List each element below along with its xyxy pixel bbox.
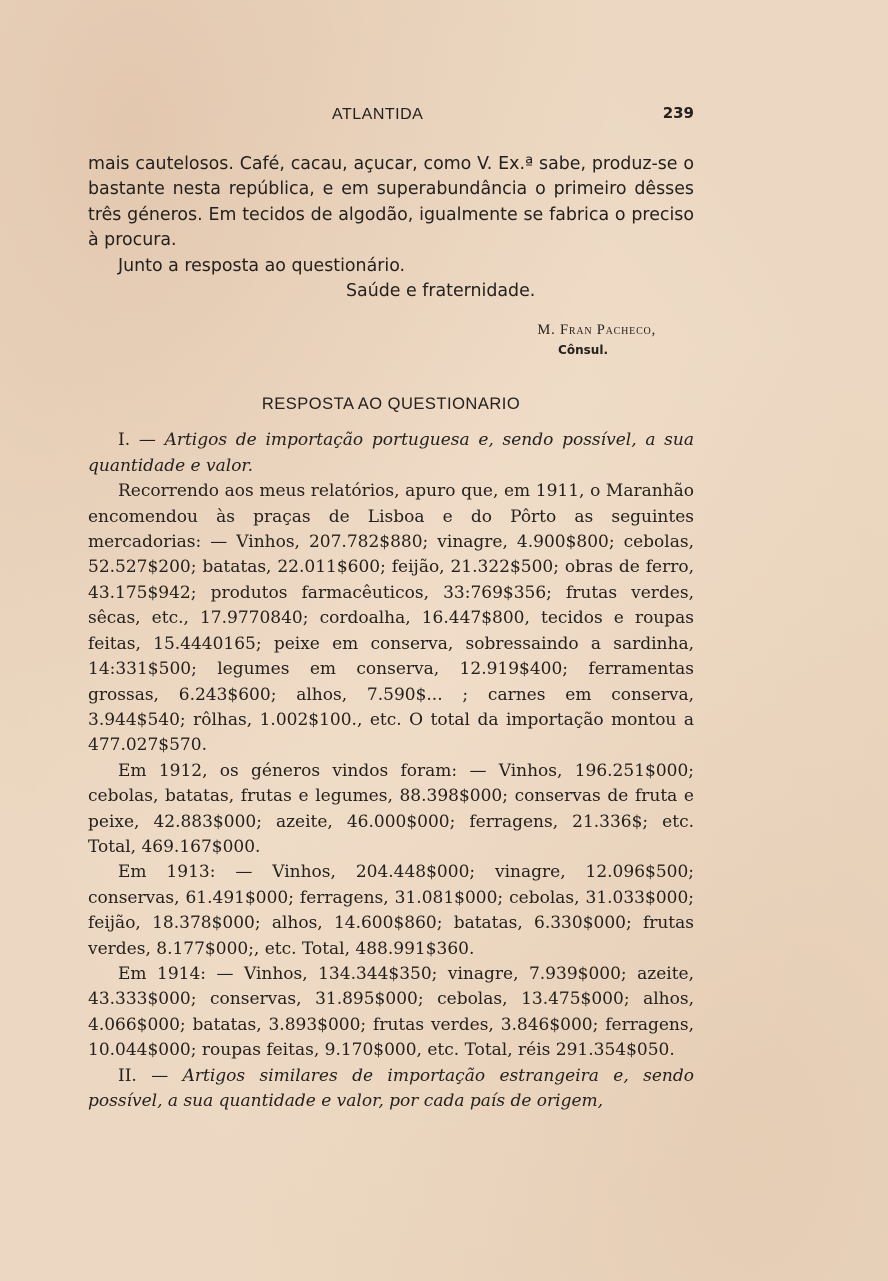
item-title: Artigos de importação portuguesa e, sendo possível, a sua quantidade e valor. [88,430,694,476]
letter-paragraph: Junto a resposta ao questionário. [118,255,406,276]
running-head [88,100,694,130]
item-number: I. — [118,430,165,451]
signature-role: Cônsul. [558,343,608,358]
signature-name: Fran Pacheco, [559,322,656,339]
item-number: II. — [118,1065,183,1086]
letter-paragraph: mais cautelosos. Café, cacau, açucar, como V. Ex.ª sabe, produz-se o bastante nesta república, e em superabundância o primeiro dêsses três géneros. Em tecidos de algodão, igualmente se fabrica o preciso à procura. [88,154,694,251]
item-heading [88,428,694,479]
running-title: ATLANTIDA [332,106,424,123]
body-paragraph: Recorrendo aos meus relatórios, apuro que, em 1911, o Maranhão encomendou às praças de Lisboa e do Pôrto as seguintes mercadorias: — Vinhos, 207.782$880; vinagre, 4.900$800; cebolas, 52.527$200; batatas, 22.011$600; feijão, 21.322$500; obras de ferro, 43.175$942; produtos farmacêuticos, 33:769$356; frutas verdes, sêcas, etc., 17.9770840; cordoalha, 16.447$800, tecidos e roupas feitas, 15.4440165; peixe em conserva, sobressaindo a sardinha, 14:331$500; legumes em conserva, 12.919$400; ferramentas grossas, 6.243$600; alhos, 7.590$... ; carnes em conserva, 3.944$540; rôlhas, 1.002$100., etc. O total da importação montou a 477.027$570. [88,481,694,756]
signature-initial: M. [537,322,556,339]
section-heading: RESPOSTA AO QUESTIONARIO [261,395,521,414]
item-title: Artigos similares de importação estrangeira e, sendo possível, a sua quantidade e valor, por cada país de origem, [88,1065,694,1111]
book-page [88,100,694,1114]
body-paragraph: Em 1914: — Vinhos, 134.344$350; vinagre, 7.939$000; azeite, 43.333$000; conservas, 31.895$000; cebolas, 13.475$000; alhos, 4.066$000; batatas, 3.893$000; frutas verdes, 3.846$000; ferragens, 10.044$000; roupas feitas, 9.170$000, etc. Total, réis 291.354$050. [88,963,694,1061]
letter-closing: Saúde e fraternidade. [346,281,536,302]
body-paragraph: Em 1913: — Vinhos, 204.448$000; vinagre, 12.096$500; conservas, 61.491$000; ferragens, 31.081$000; cebolas, 31.033$000; feijão, 18.378$000; alhos, 14.600$860; batatas, 6.330$000; frutas verdes, 8.177$000;, etc. Total, 488.991$360. [88,862,694,959]
body-paragraph: Em 1912, os géneros vindos foram: — Vinhos, 196.251$000; cebolas, batatas, frutas e legumes, 88.398$000; conservas de fruta e peixe, 42.883$000; azeite, 46.000$000; ferragens, 21.336$; etc. Total, 469.167$000. [88,760,694,857]
item-heading [88,1064,694,1115]
page-number: 239 [662,104,694,122]
signature [88,322,694,339]
